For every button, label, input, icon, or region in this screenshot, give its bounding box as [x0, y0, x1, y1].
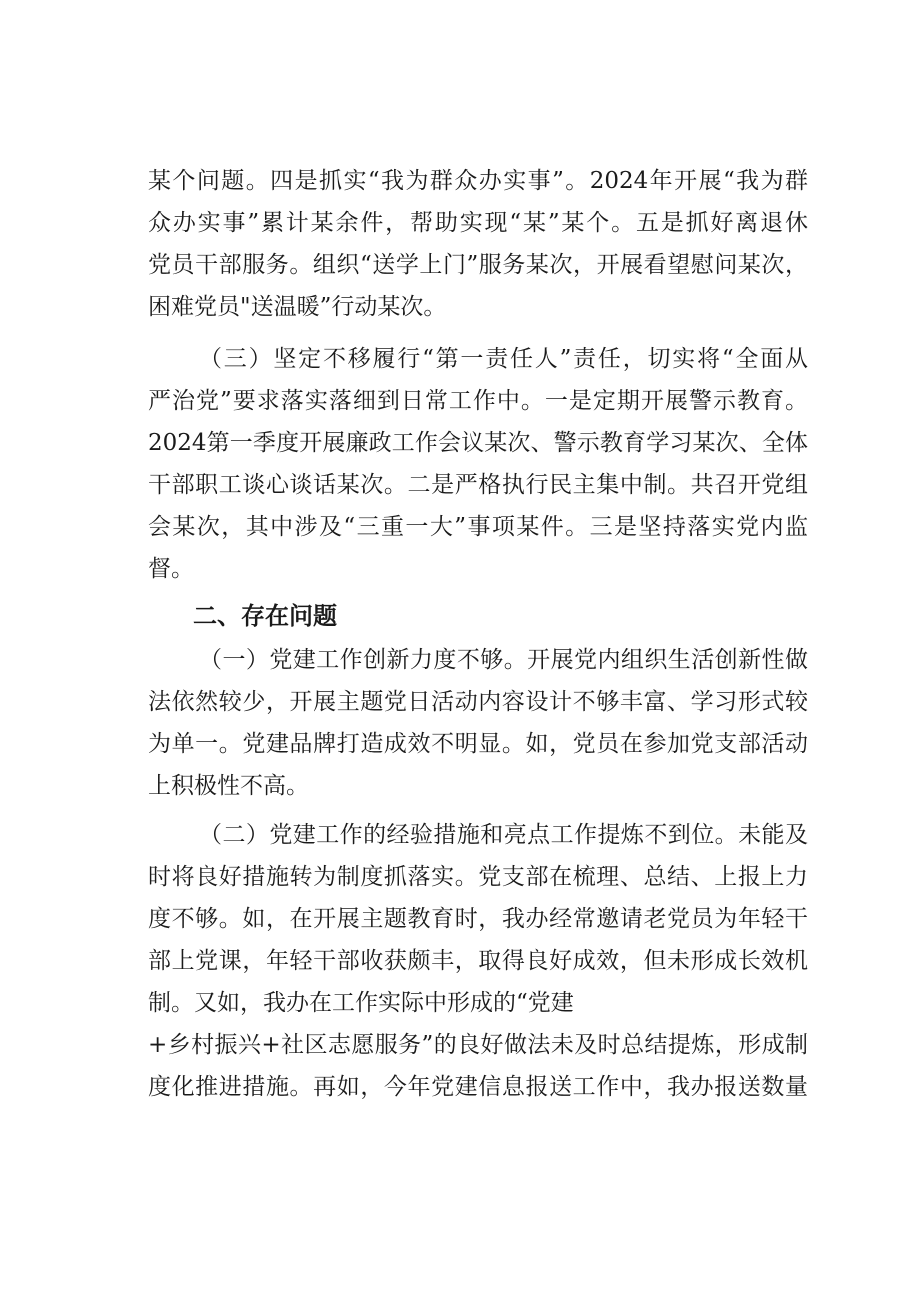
text-line: 法依然较少，开展主题党日活动内容设计不够丰富、学习形式较 [148, 689, 808, 715]
text-line: 督。 [148, 556, 194, 582]
text-line: 部上党课，年轻干部收获颇丰，取得良好成效，但未形成长效机 [148, 948, 808, 974]
text-line: 为单一。党建品牌打造成效不明显。如，党员在参加党支部活动 [148, 731, 808, 757]
text-line: 会某次，其中涉及“三重一大”事项某件。三是坚持落实党内监 [148, 514, 808, 540]
text-line: （一）党建工作创新力度不够。开展党内组织生活创新性做 [199, 647, 808, 673]
text-line: 时将良好措施转为制度抓落实。党支部在梳理、总结、上报上力 [148, 864, 808, 890]
text-line: 困难党员"送温暖”行动某次。 [148, 294, 447, 320]
text-line: （三）坚定不移履行“第一责任人”责任，切实将“全面从 [199, 346, 808, 372]
text-line: 2024第一季度开展廉政工作会议某次、警示教育学习某次、全体 [148, 430, 808, 456]
text-line: 党员干部服务。组织“送学上门”服务某次，开展看望慰问某次， [148, 252, 808, 278]
text-line: 严治党”要求落实落细到日常工作中。一是定期开展警示教育。 [148, 388, 808, 414]
text-line: （二）党建工作的经验措施和亮点工作提炼不到位。未能及 [199, 822, 808, 848]
text-line: 度不够。如，在开展主题教育时，我办经常邀请老党员为年轻干 [148, 906, 808, 932]
text-line: 上积极性不高。 [148, 773, 309, 799]
text-line: +乡村振兴+社区志愿服务”的良好做法未及时总结提炼，形成制 [148, 1032, 808, 1058]
text-line: 度化推进措施。再如，今年党建信息报送工作中，我办报送数量 [148, 1074, 808, 1100]
text-line: 干部职工谈心谈话某次。二是严格执行民主集中制。共召开党组 [148, 472, 808, 498]
text-line: 众办实事”累计某余件，帮助实现“某”某个。五是抓好离退休 [148, 210, 808, 236]
text-line: 某个问题。四是抓实“我为群众办实事”。2024年开展“我为群 [148, 168, 808, 194]
section-heading: 二、存在问题 [193, 602, 337, 630]
text-line: 制。又如，我办在工作实际中形成的“党建 [148, 990, 574, 1016]
